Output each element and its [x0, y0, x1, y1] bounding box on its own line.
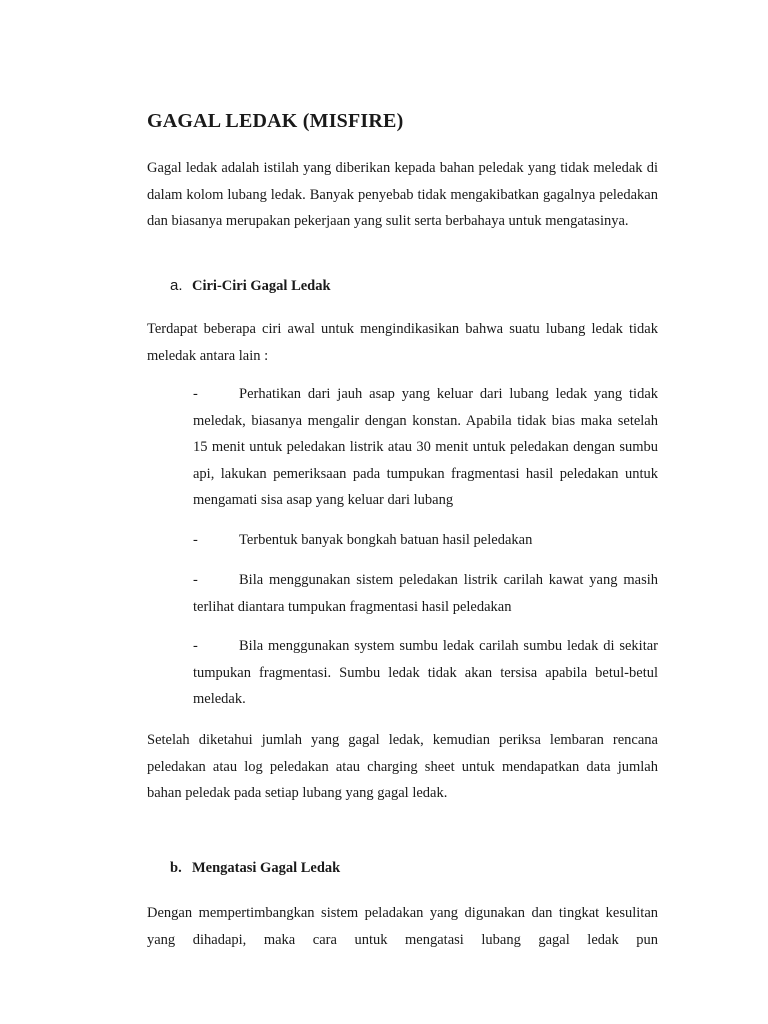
document-title: GAGAL LEDAK (MISFIRE) — [147, 110, 404, 132]
bullet-dash: - — [193, 532, 198, 548]
list-item-text: Bila menggunakan sistem peledakan listrik carilah kawat yang masih terlihat diantara tumpukan fragmentasi hasil peledakan — [193, 572, 658, 615]
list-item — [193, 633, 658, 713]
section-b-heading — [170, 860, 340, 877]
list-item-text: Terbentuk banyak bongkah batuan hasil peledakan — [239, 532, 533, 548]
list-item — [193, 381, 658, 514]
section-b-lead-paragraph: Dengan mempertimbangkan sistem peladakan yang digunakan dan tingkat kesulitan yang dihadapi, maka cara untuk mengatasi lubang gagal ledak pun — [147, 905, 658, 948]
bullet-dash: - — [193, 386, 198, 402]
section-a-title: Ciri-Ciri Gagal Ledak — [192, 278, 331, 294]
bullet-dash: - — [193, 638, 198, 654]
list-item — [193, 527, 658, 554]
section-b-title: Mengatasi Gagal Ledak — [192, 860, 341, 876]
intro-paragraph: Gagal ledak adalah istilah yang diberikan kepada bahan peledak yang tidak meledak di dalam kolom lubang ledak. Banyak penyebab tidak mengakibatkan gagalnya peledakan dan biasanya merupakan pekerjaan yang sulit serta berbahaya untuk mengatasinya. — [147, 160, 658, 229]
section-a-lead-paragraph: Terdapat beberapa ciri awal untuk mengindikasikan bahwa suatu lubang ledak tidak meledak antara lain : — [147, 321, 658, 364]
list-item-text: Bila menggunakan system sumbu ledak carilah sumbu ledak di sekitar tumpukan fragmentasi. Sumbu ledak tidak akan tersisa apabila betul-betul meledak. — [193, 638, 658, 707]
section-a-closing-paragraph: Setelah diketahui jumlah yang gagal ledak, kemudian periksa lembaran rencana peledakan atau log peledakan atau charging sheet untuk mendapatkan data jumlah bahan peledak pada setiap lubang yang gagal ledak. — [147, 732, 658, 801]
section-b-marker: b. — [170, 860, 182, 876]
list-item-text: Perhatikan dari jauh asap yang keluar dari lubang ledak yang tidak meledak, biasanya mengalir dengan konstan. Apabila tidak bias maka setelah 15 menit untuk peledakan listrik atau 30 menit untuk peledakan dengan sumbu api, lakukan pemeriksaan pada tumpukan fragmentasi hasil peledakan untuk mengamati sisa asap yang keluar dari lubang — [193, 386, 658, 508]
section-a-heading — [170, 277, 331, 295]
bullet-dash: - — [193, 572, 198, 588]
section-a-marker: a. — [170, 277, 183, 294]
list-item — [193, 567, 658, 620]
